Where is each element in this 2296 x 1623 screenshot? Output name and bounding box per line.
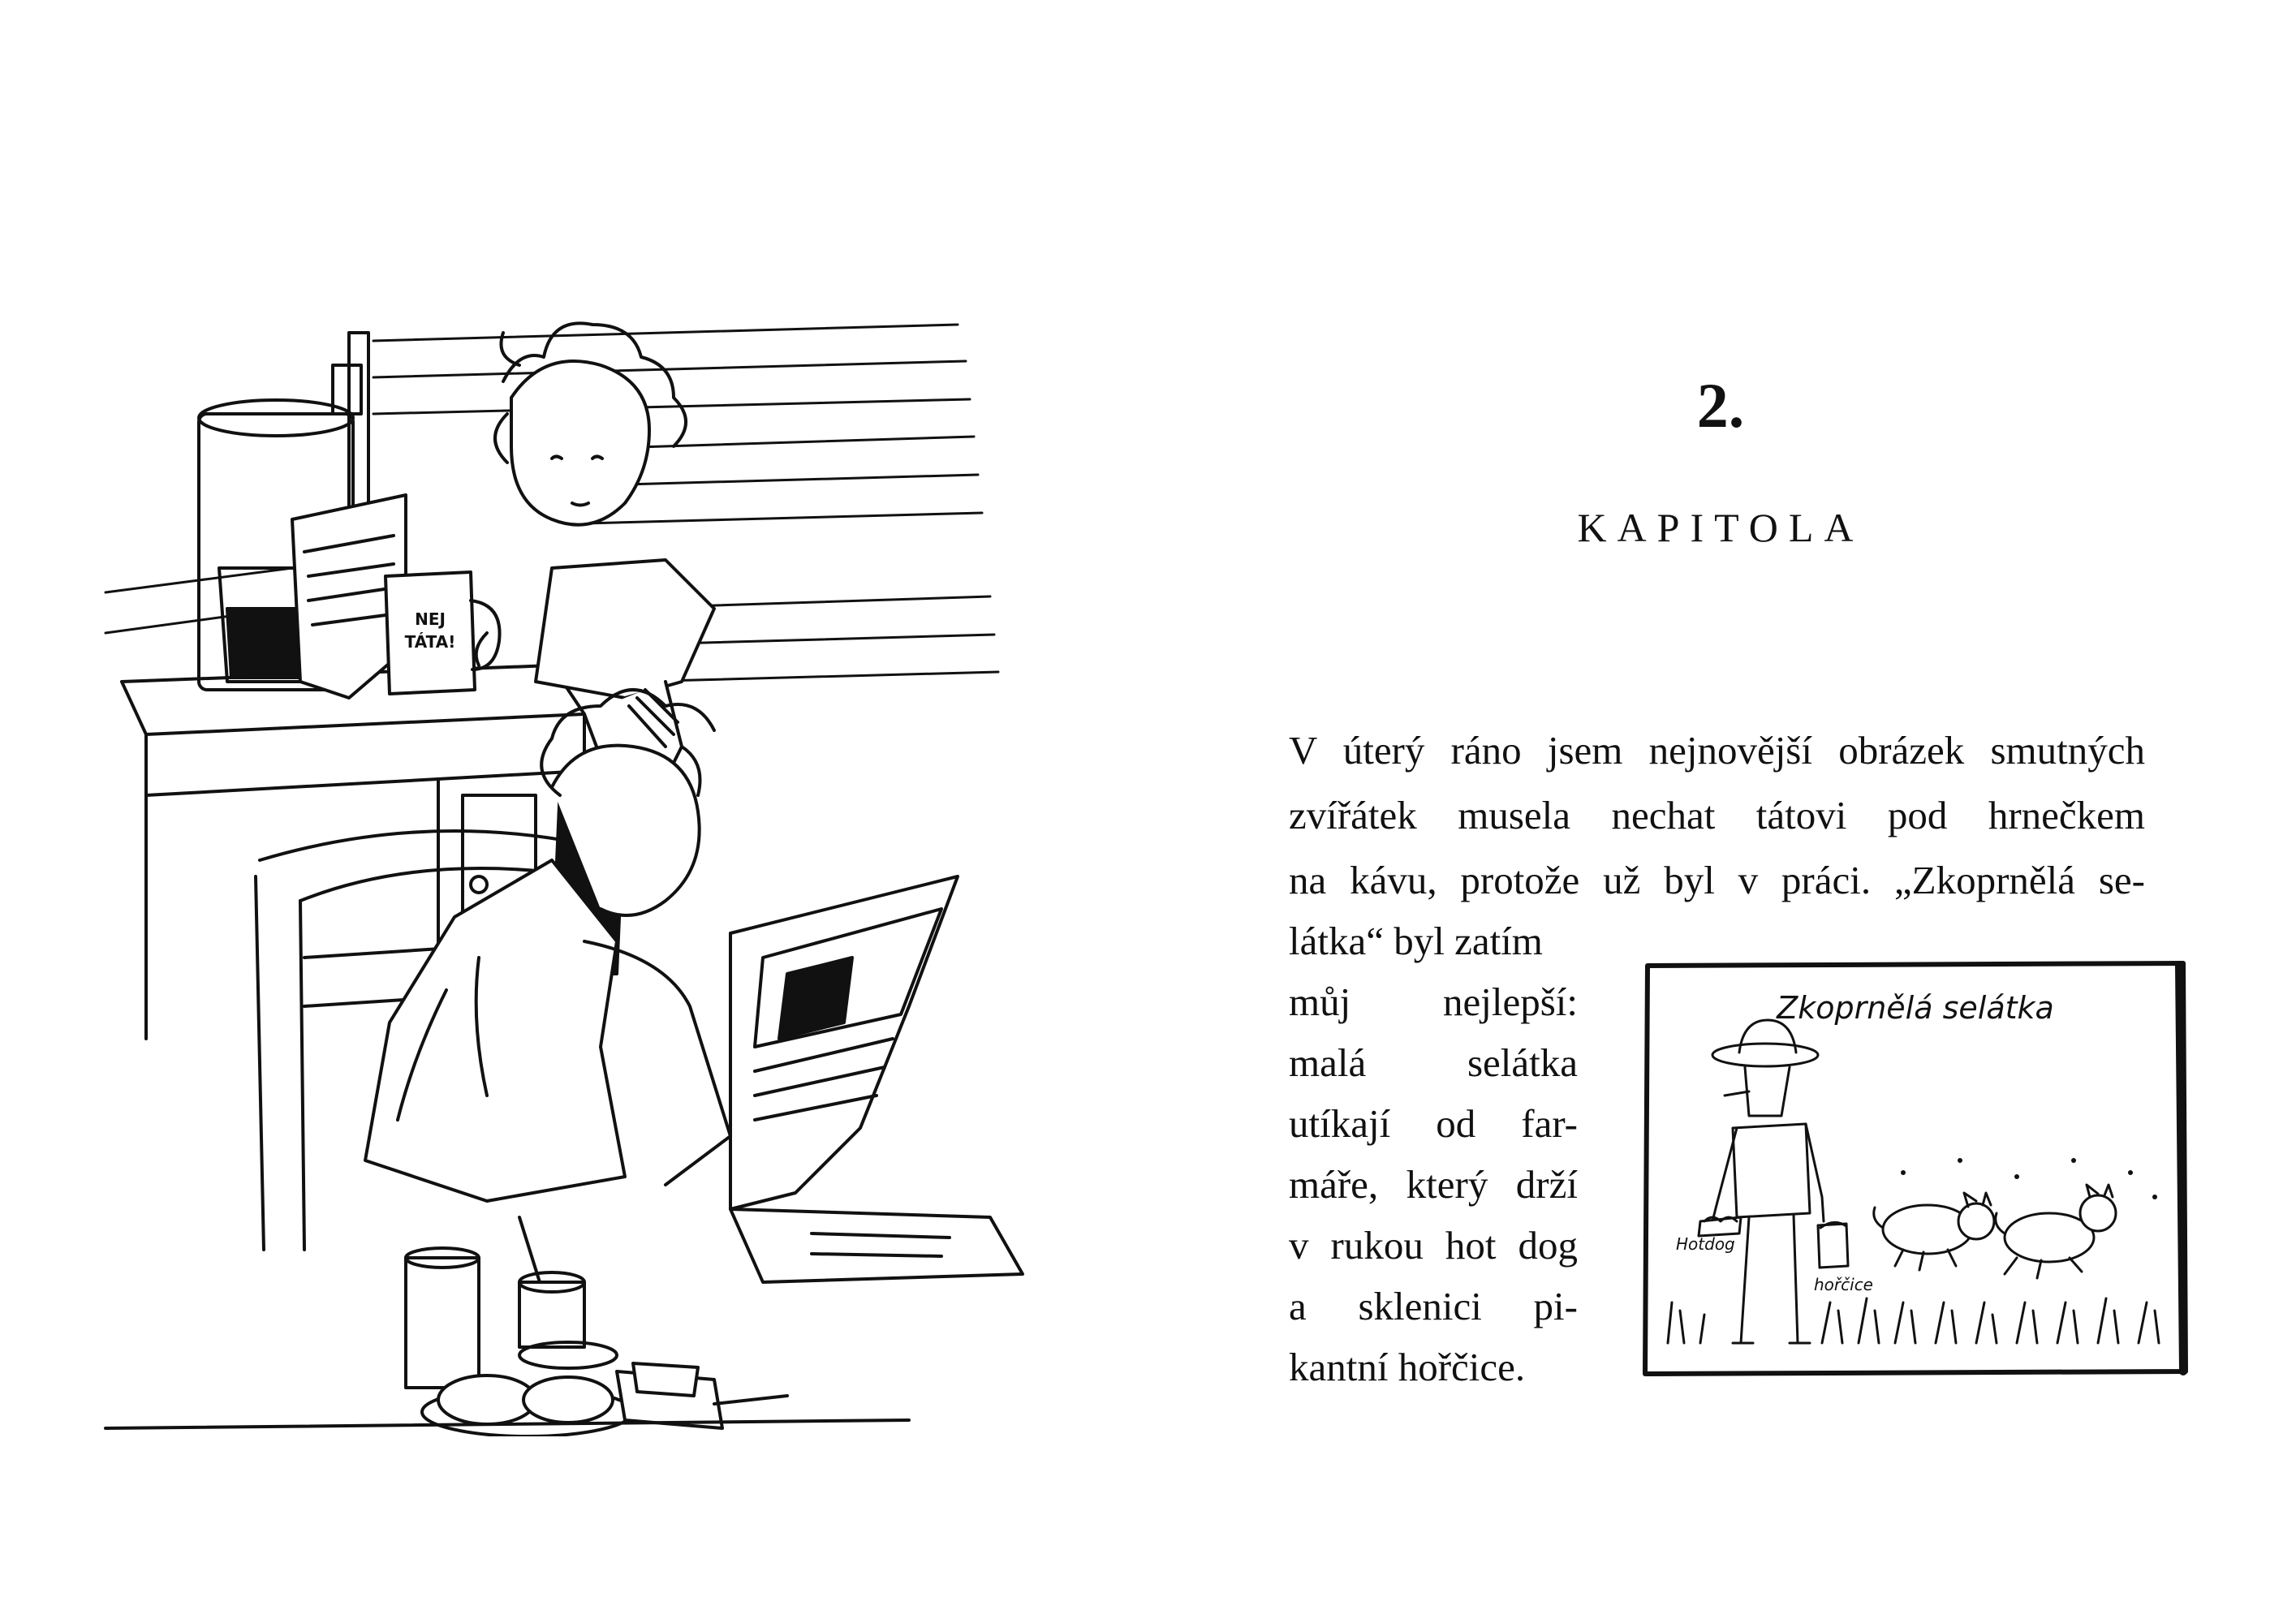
inset-drawing [1635, 954, 2195, 1384]
woman-reading-figure [365, 690, 730, 1201]
paragraph-line: zvířátek musela nechat tátovi pod hrnečkem [1289, 793, 2145, 837]
mug-text-line1: NEJ [415, 609, 446, 629]
chapter-number: 2. [1696, 370, 1745, 441]
table-items [406, 1217, 787, 1436]
paragraph-line: v rukou hot dog [1289, 1223, 1578, 1268]
chapter-label: KAPITOLA [1577, 505, 1864, 550]
paragraph-line: a sklenici pi- [1289, 1284, 1578, 1328]
paragraph-line: máře, který drží [1289, 1162, 1578, 1207]
paragraph-line: utíkají od far- [1289, 1101, 1578, 1146]
paragraph-line: V úterý ráno jsem nejnovější obrázek smutných [1289, 728, 2145, 773]
farmer-figure [1699, 1020, 1848, 1343]
inset-title: Zkoprnělá selátka [1777, 990, 2054, 1026]
paragraph-line: malá selátka [1289, 1040, 1578, 1085]
mustard-label: hořčice [1814, 1275, 1873, 1294]
paragraph-line: můj nejlepší: [1289, 979, 1578, 1024]
mug-text-line2: TÁTA! [404, 632, 456, 652]
paragraph-line: kantní hořčice. [1289, 1345, 1526, 1389]
paragraph-line: látka“ byl zatím [1289, 919, 1543, 963]
hotdog-label: Hotdog [1676, 1234, 1735, 1254]
pig-1 [1874, 1193, 1994, 1270]
open-newspaper [730, 876, 1023, 1282]
kitchen-illustration [97, 227, 1071, 1436]
pig-2 [1996, 1185, 2116, 1278]
flies [1901, 1158, 2157, 1199]
paragraph-line: na kávu, protože už byl v práci. „Zkoprnělá se- [1289, 858, 2145, 902]
